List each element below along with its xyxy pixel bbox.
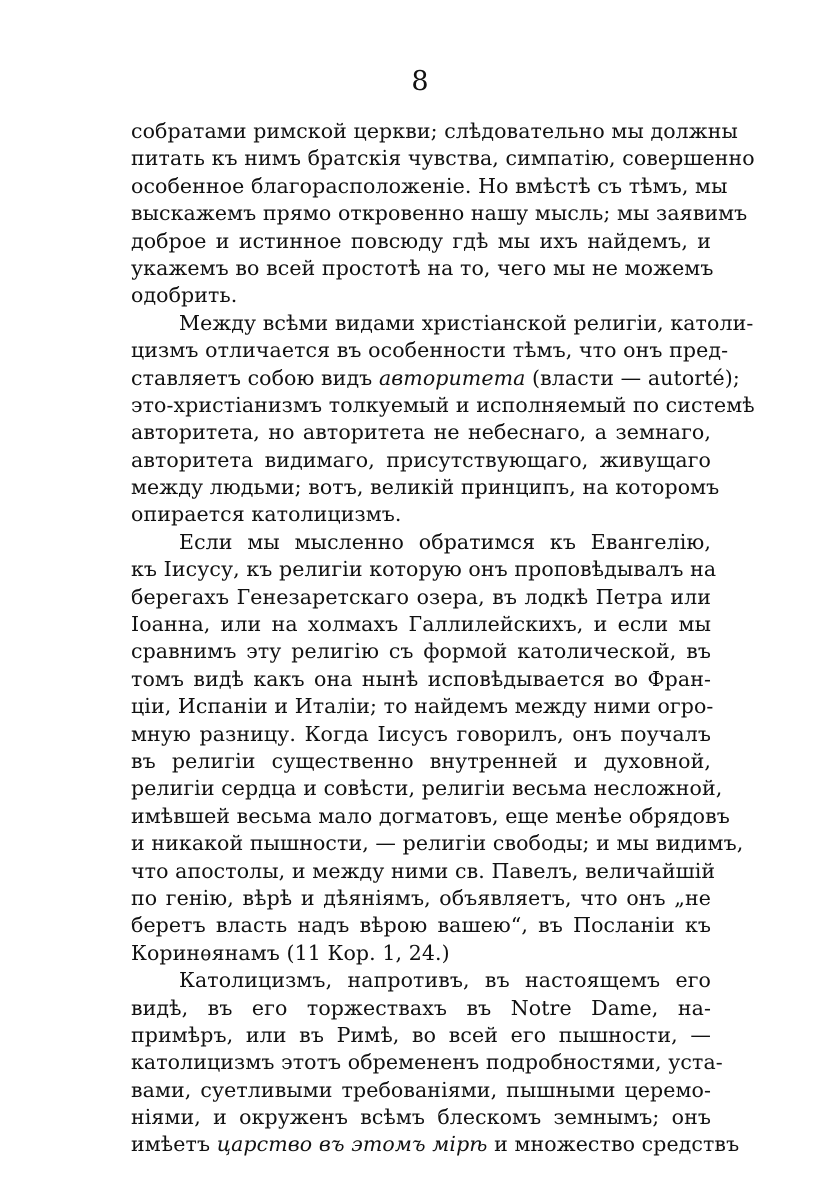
text-line: между людьми; вотъ, великій принципъ, на которомъ [131,475,720,500]
text-segment: имѣетъ [131,1132,217,1157]
page-number: 8 [411,66,429,97]
text-line: томъ видѣ какъ она нынѣ исповѣдывается во Фран- [131,666,711,691]
text-line: доброе и истинное повсюду гдѣ мы ихъ найдемъ, и [131,228,711,253]
text-line [131,365,740,392]
text-segment: и множество средствъ [487,1132,740,1157]
text-line: что апостолы, и между ними св. Павелъ, величайшій [131,858,716,883]
emphasized-text: авторитета [378,365,526,390]
text-line: ніями, и окруженъ всѣмъ блескомъ земнымъ; онъ [131,1105,711,1130]
text-line: питать къ нимъ братскія чувства, симпатію, совершенно [131,146,755,171]
text-line: выскажемъ прямо откровенно нашу мысль; мы заявимъ [131,201,748,226]
text-line: беретъ власть надъ вѣрою вашею“, въ Посланіи къ [131,913,711,938]
text-segment: (власти — autorté); [525,365,740,390]
text-line: одобрить. [131,283,238,308]
text-segment: ставляетъ собою видъ [131,365,379,390]
text-line: религіи сердца и совѣсти, религіи весьма несложной, [131,776,723,801]
text-line: ціи, Испаніи и Италіи; то найдемъ между ними огро- [131,694,714,719]
text-line: цизмъ отличается въ особенности тѣмъ, что онъ пред- [131,338,729,363]
text-line: Католицизмъ, напротивъ, въ настоящемъ его [179,968,711,993]
text-line: Іоанна, или на холмахъ Галлилейскихъ, и если мы [131,612,711,637]
text-line: въ религіи существенно внутренней и духовной, [131,748,711,773]
text-line: собратами римской церкви; слѣдовательно мы должны [131,119,738,143]
text-line: и никакой пышности, — религіи свободы; и мы видимъ, [131,831,744,856]
text-line: это-христіанизмъ толкуемый и исполняемый по системѣ [131,392,755,417]
text-line: особенное благорасположеніе. Но вмѣстѣ съ тѣмъ, мы [131,173,728,198]
text-line: примѣръ, или въ Римѣ, во всей его пышности, — [131,1022,711,1047]
text-line: по генію, вѣрѣ и дѣяніямъ, объявляетъ, что онъ „не [131,885,711,910]
text-line: авторитета, но авторитета не небеснаго, а земнаго, [131,420,711,445]
text-line: опирается католицизмъ. [131,502,402,527]
text-line: сравнимъ эту религію съ формой католической, въ [131,639,711,664]
text-line: укажемъ во всей простотѣ на то, чего мы не можемъ [131,255,714,280]
text-line [131,1131,740,1158]
text-line: вами, суетливыми требованіями, пышными церемо- [131,1077,711,1102]
text-line: католицизмъ этотъ обремененъ подробностями, уста- [131,1050,723,1075]
text-line: имѣвшей весьма мало догматовъ, еще менѣе обрядовъ [131,803,730,828]
text-line: авторитета видимаго, присутствующаго, живущаго [131,447,711,472]
text-line: берегахъ Генезаретскаго озера, въ лодкѣ Петра или [131,584,711,609]
text-line: Если мы мысленно обратимся къ Евангелію, [179,529,711,554]
text-line: Между всѣми видами христіанской религіи, католи- [179,310,754,335]
body-text [131,118,755,1159]
text-line: видѣ, въ его торжествахъ въ Notre Dame, на- [131,995,711,1020]
text-line: къ Іисусу, къ религіи которую онъ проповѣдывалъ на [131,557,717,582]
text-line: Коринѳянамъ (11 Кор. 1, 24.) [131,940,450,965]
text-line: мную разницу. Когда Іисусъ говорилъ, онъ поучалъ [131,721,711,746]
emphasized-text: царство въ этомъ мірѣ [216,1132,488,1157]
